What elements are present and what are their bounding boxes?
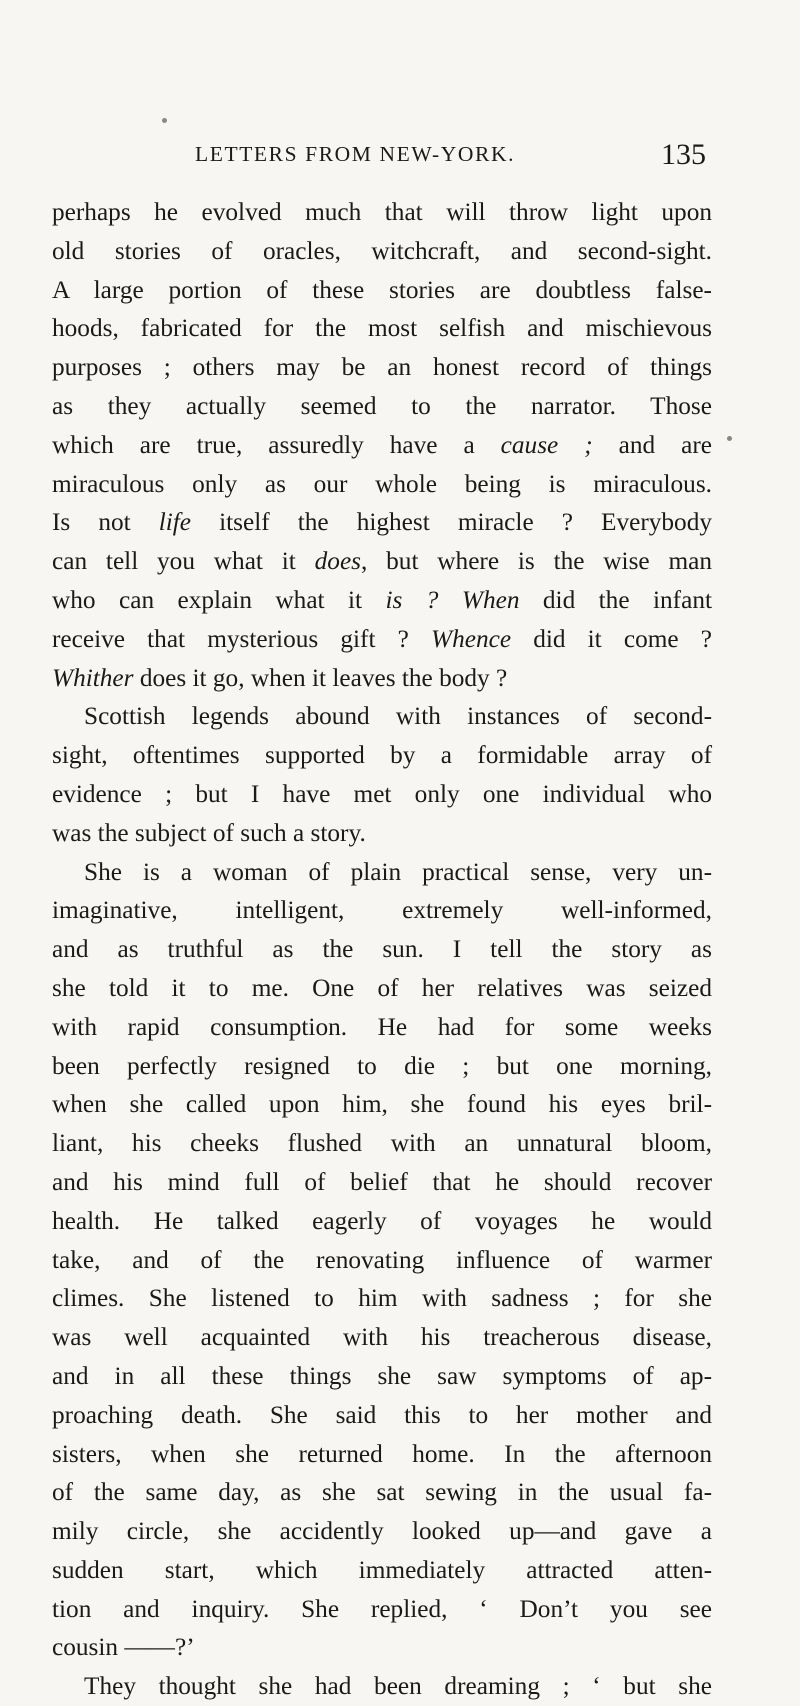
text-line: [52, 1008, 712, 1047]
text-run: hoods, fabricated for the most selfish and mischievous: [52, 314, 712, 343]
text-run: Is not: [52, 508, 159, 537]
text-run: They thought she had been dreaming ; ‘ but she: [84, 1672, 712, 1701]
text-run: sight, oftentimes supported by a formidable array of: [52, 741, 712, 770]
text-line: [52, 1590, 712, 1629]
text-line: [52, 1085, 712, 1124]
text-run: been perfectly resigned to die ; but one morning,: [52, 1051, 712, 1080]
text-run: she told it to me. One of her relatives was seized: [52, 973, 712, 1002]
text-run: climes. She listened to him with sadness ; for she: [52, 1284, 712, 1313]
text-line: [52, 232, 712, 271]
italic-text: Whither: [52, 663, 134, 692]
text-line: [52, 348, 712, 387]
italic-text: life: [158, 508, 192, 537]
text-line: [52, 969, 712, 1008]
text-line: [52, 193, 712, 232]
text-line: [52, 1473, 712, 1512]
text-run: with rapid consumption. He had for some weeks: [52, 1012, 712, 1041]
text-line: [52, 1357, 712, 1396]
text-line: [52, 271, 712, 310]
text-run: cousin ——?’: [52, 1633, 195, 1662]
text-run: receive that mysterious gift ?: [52, 624, 431, 653]
text-line: [52, 1202, 712, 1241]
text-line: [52, 620, 712, 659]
running-head: [195, 138, 710, 178]
print-speck: [727, 436, 732, 441]
text-run: when she called upon him, she found his eyes bril-: [52, 1090, 712, 1119]
text-line: [52, 1396, 712, 1435]
text-run: as they actually seemed to the narrator. Those: [52, 391, 712, 420]
text-run: did it come ?: [511, 624, 712, 653]
text-run: of the same day, as she sat sewing in the usual fa-: [52, 1478, 712, 1507]
text-run: tion and inquiry. She replied, ‘ Don’t you see: [52, 1594, 712, 1623]
text-line: [52, 1124, 712, 1163]
text-line: [52, 1667, 712, 1706]
text-run: and in all these things she saw symptoms of ap-: [52, 1361, 712, 1390]
text-run: liant, his cheeks flushed with an unnatural bloom,: [52, 1129, 712, 1158]
text-run: perhaps he evolved much that will throw light upon: [52, 198, 712, 226]
text-line: [52, 1551, 712, 1590]
text-line: [52, 697, 712, 736]
text-run: take, and of the renovating influence of warmer: [52, 1245, 712, 1274]
text-run: can tell you what it: [52, 547, 315, 576]
text-line: [52, 814, 712, 853]
text-line: [52, 853, 712, 892]
text-line: [52, 1047, 712, 1086]
text-run: evidence ; but I have met only one individual who: [52, 779, 712, 808]
italic-text: cause ;: [500, 430, 593, 459]
text-run: She is a woman of plain practical sense, very un-: [84, 857, 712, 886]
text-run: does it go, when it leaves the body ?: [133, 663, 508, 692]
text-line: [52, 1279, 712, 1318]
text-run: sisters, when she returned home. In the afternoon: [52, 1439, 712, 1468]
text-line: [52, 542, 712, 581]
text-line: [52, 891, 712, 930]
text-line: [52, 309, 712, 348]
text-line: [52, 775, 712, 814]
text-line: [52, 1628, 712, 1667]
text-line: [52, 1435, 712, 1474]
text-line: [52, 465, 712, 504]
text-run: purposes ; others may be an honest record of things: [52, 353, 712, 382]
text-run: itself the highest miracle ? Everybody: [191, 508, 712, 537]
print-speck: [162, 118, 167, 123]
text-run: proaching death. She said this to her mother and: [52, 1400, 712, 1429]
text-run: who can explain what it: [52, 585, 386, 614]
text-run: was the subject of such a story.: [52, 818, 366, 847]
text-line: [52, 659, 712, 698]
running-title: LETTERS FROM NEW-YORK.: [195, 142, 516, 166]
text-run: and are: [592, 430, 713, 459]
text-run: and his mind full of belief that he should recover: [52, 1167, 712, 1196]
text-run: which are true, assuredly have a: [52, 430, 501, 459]
text-run: was well acquainted with his treacherous disease,: [52, 1323, 712, 1352]
text-line: [52, 1512, 712, 1551]
text-line: [52, 581, 712, 620]
text-run: A large portion of these stories are doubtless false-: [52, 275, 712, 304]
text-line: [52, 426, 712, 465]
text-run: Scottish legends abound with instances of second-: [84, 702, 712, 731]
body-text: [52, 193, 712, 1706]
italic-text: When: [461, 585, 520, 614]
italic-text: is ?: [385, 585, 439, 614]
text-run: miraculous only as our whole being is miraculous.: [52, 469, 712, 498]
italic-text: Whence: [431, 624, 512, 653]
text-run: mily circle, she accidently looked up—and gave a: [52, 1517, 712, 1546]
text-line: [52, 1241, 712, 1280]
text-line: [52, 387, 712, 426]
text-line: [52, 1318, 712, 1357]
text-run: [438, 586, 461, 614]
text-run: old stories of oracles, witchcraft, and second-sight.: [52, 236, 712, 265]
text-line: [52, 1163, 712, 1202]
text-run: health. He talked eagerly of voyages he would: [52, 1206, 712, 1235]
text-line: [52, 930, 712, 969]
text-run: imaginative, intelligent, extremely well-informed,: [52, 896, 712, 925]
text-run: , but where is the wise man: [361, 547, 713, 576]
italic-text: does: [314, 547, 362, 576]
text-run: did the infant: [519, 585, 712, 614]
text-run: and as truthful as the sun. I tell the story as: [52, 935, 712, 964]
page-number: 135: [661, 138, 706, 171]
text-line: [52, 503, 712, 542]
text-run: sudden start, which immediately attracted atten-: [52, 1555, 712, 1584]
text-line: [52, 736, 712, 775]
